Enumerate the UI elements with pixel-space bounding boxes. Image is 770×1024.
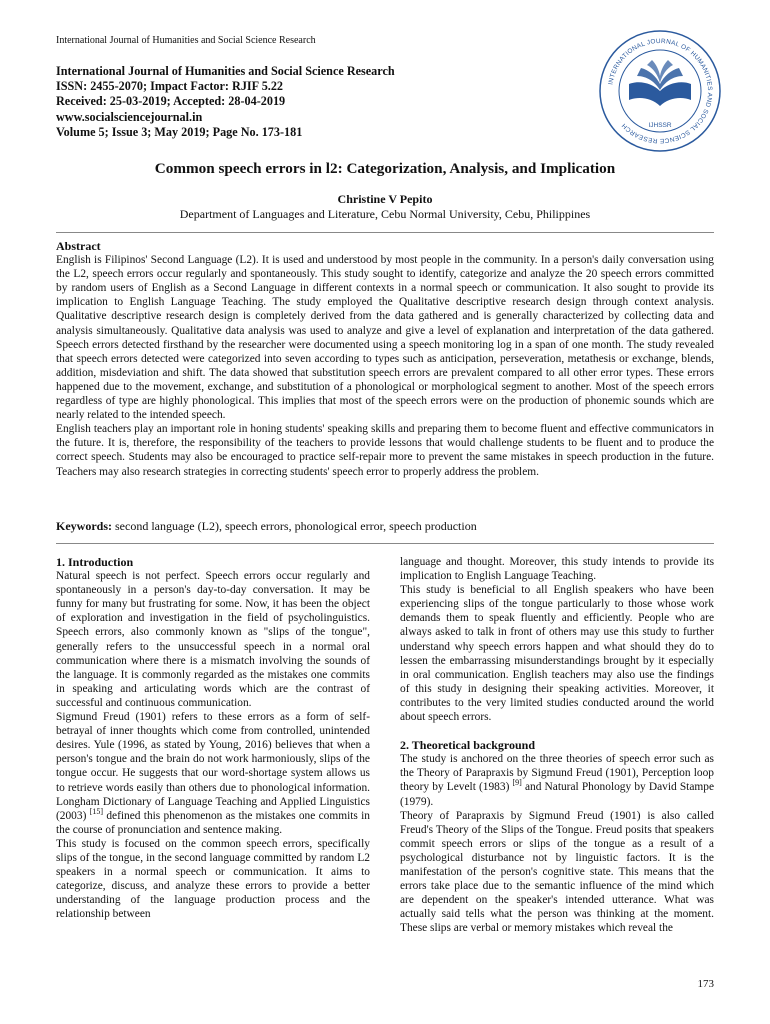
website-link[interactable]: www.socialsciencejournal.in (56, 109, 203, 124)
right-column (400, 555, 714, 935)
volume-line: Volume 5; Issue 3; May 2019; Page No. 173-181 (56, 124, 303, 139)
theoretical-background-heading: 2. Theoretical background (400, 738, 536, 753)
journal-header-block (56, 64, 395, 140)
paper-title: Common speech errors in l2: Categorization, Analysis, and Implication (154, 160, 616, 177)
introduction-heading: 1. Introduction (56, 555, 134, 569)
theory-paragraph-1-end: and Natural Phonology by David Stampe (1979). (400, 781, 715, 808)
citation-ref-15: [15] (89, 806, 104, 816)
citation-ref-9: [9] (512, 778, 522, 788)
theory-paragraph-1-text: The study is anchored on the three theories of speech error such as the Theory of Parapraxis by Sigmund Freud (1901), Perception loop theory by Levelt (1983) (400, 753, 714, 794)
abstract-section (56, 239, 714, 479)
intro-paragraph-2 (56, 710, 370, 837)
intro-paragraph-3-continued: language and thought. Moreover, this study intends to provide its implication to English Language Teaching. (400, 556, 714, 583)
open-book-icon (629, 60, 691, 106)
keywords-label: Keywords: (56, 519, 112, 533)
intro-paragraph-2-end: defined this phenomenon as the mistakes one commits in the course of pronunciation and sentence making. (56, 809, 370, 836)
intro-paragraph-1: Natural speech is not perfect. Speech errors occur regularly and spontaneously in a person's day-to-day conversation. It may be funny for many but frustrating for some. Now, it has been the object of exploration and investigation in the field of psycholinguistics. Speech errors, also commonly known as "slips of the tongue", generally refers to the unsuccessful speech in a normal oral communication where there is a mismatch involving the sounds of the language. It is commonly regarded as the mistakes one commits in speaking and articulating words which are the contrast of successful and continuous communication. (56, 570, 370, 709)
divider-top (56, 232, 714, 233)
page-number: 173 (697, 978, 714, 990)
keywords-text: second language (L2), speech errors, phonological error, speech production (115, 519, 477, 533)
theory-paragraph-2: Theory of Parapraxis by Sigmund Freud (1901) is also called Freud's Theory of the Slips of the Tongue. Freud posits that speakers commit speech errors or slips of the tongue as a result of a psychological disturbance not by linguistic factors. It is the manifestation of the person's cognitive state. This means that the errors take place due to the semantic influence of the mind which are dependent on the speaker's intended utterance. What was actually said tells what the person was thinking at the moment. These slips are verbal or memory mistakes which reveal the (400, 809, 714, 935)
logo-bottom-text: IJHSSR (648, 122, 672, 129)
author-name: Christine V Pepito (337, 192, 433, 206)
abstract-paragraph-1: English is Filipinos' Second Language (L2). It is used and understood by most people in the community. In a person's daily conversation using the L2, speech errors occur regularly and spontaneously. This study sought to identify, categorize and analyze the 20 speech errors committed by random users of English as a Second Language in different contexts in a normal speech or communication. It also sought to provide its implication to English Language Teaching. The study employed the Qualitative descriptive research design through context analysis. Qualitative descriptive research design is completely derived from the data gathered and is generally characterized by collecting data and analysis simultaneously. Qualitative data analysis was used to analyze and give a level of explanation and interpretation of the data gathered. Speech errors detected firsthand by the researcher were documented using a speech monitoring log in a span of one month. The study revealed that speech errors detected were categorized into seven according to types such as anticipation, perseveration, metathesis or exchange, blends, addition, misdeviation and shift. The data showed that substitution speech errors are prevalent compared to all other error types. These errors happened due to the movement, exchange, and substitution of a phonological or morphological segment to another. Most of the speech errors regardless of type are highly phonological. This implies that most of the speech errors were on the production of phonemic sounds which are nearly related to the intended speech. (56, 254, 714, 422)
running-header: International Journal of Humanities and Social Science Research (56, 35, 316, 46)
divider-bottom (56, 543, 714, 544)
left-column (56, 555, 370, 921)
logo-ring-text: INTERNATIONAL JOURNAL OF HUMANITIES AND SOCIAL SCIENCE RESEARCH (607, 37, 714, 145)
journal-name: International Journal of Humanities and Social Science Research (56, 64, 395, 78)
journal-logo (597, 28, 723, 154)
keywords-line (56, 519, 714, 534)
abstract-heading: Abstract (56, 239, 101, 253)
intro-paragraph-2-text: Sigmund Freud (1901) refers to these errors as a form of self-betrayal of inner thoughts which come from controlled, unintended desires. Yule (1996, as stated by Young, 2016) believes that when a person's tongue and the brain do not work harmoniously, slips of the tongue occur. He suggests that our word-shortage system allows us to retrieve words easily than others due to phonological information. Longham Dictionary of Language Teaching and Applied Linguistics (2003) (56, 711, 370, 822)
dates-line: Received: 25-03-2019; Accepted: 28-04-2019 (56, 94, 286, 109)
abstract-paragraph-2: English teachers play an important role in honing students' speaking skills and preparing them to become fluent and effective communicators in the future. It is, therefore, the responsibility of the teachers to provide lessons that would challenge students to be fluent and to produce the correct speech. Students may also be encouraged to practice self-repair more to prevent the same mistakes in speech production in the future. Teachers may also research strategies in correcting students' speech error to properly address the problem. (56, 423, 714, 478)
intro-paragraph-4: This study is beneficial to all English speakers who have been experiencing slips of the tongue particularly to those whose work demands them to speak fluently and efficiently. People who are always asked to talk in front of others may use this study to further understand why speech errors happen and what should they do to lessen the embarrassing misunderstandings brought by it especially in oral communication. English teachers may also use the findings of this study in designing their speaking activities. Moreover, it contributes to the very limited studies conducted around the world about speech errors. (400, 584, 714, 724)
issn-line: ISSN: 2455-2070; Impact Factor: RJIF 5.22 (56, 79, 284, 94)
author-affiliation: Department of Languages and Literature, Cebu Normal University, Cebu, Philippines (179, 207, 591, 221)
intro-paragraph-3: This study is focused on the common speech errors, specifically slips of the tongue, in the second language committed by random L2 speakers in a normal speech or communication. It aims to categorize, discuss, and analyze these errors to provide a better understanding of the language production process and the relationship between (56, 837, 370, 921)
theory-paragraph-1 (400, 752, 714, 808)
